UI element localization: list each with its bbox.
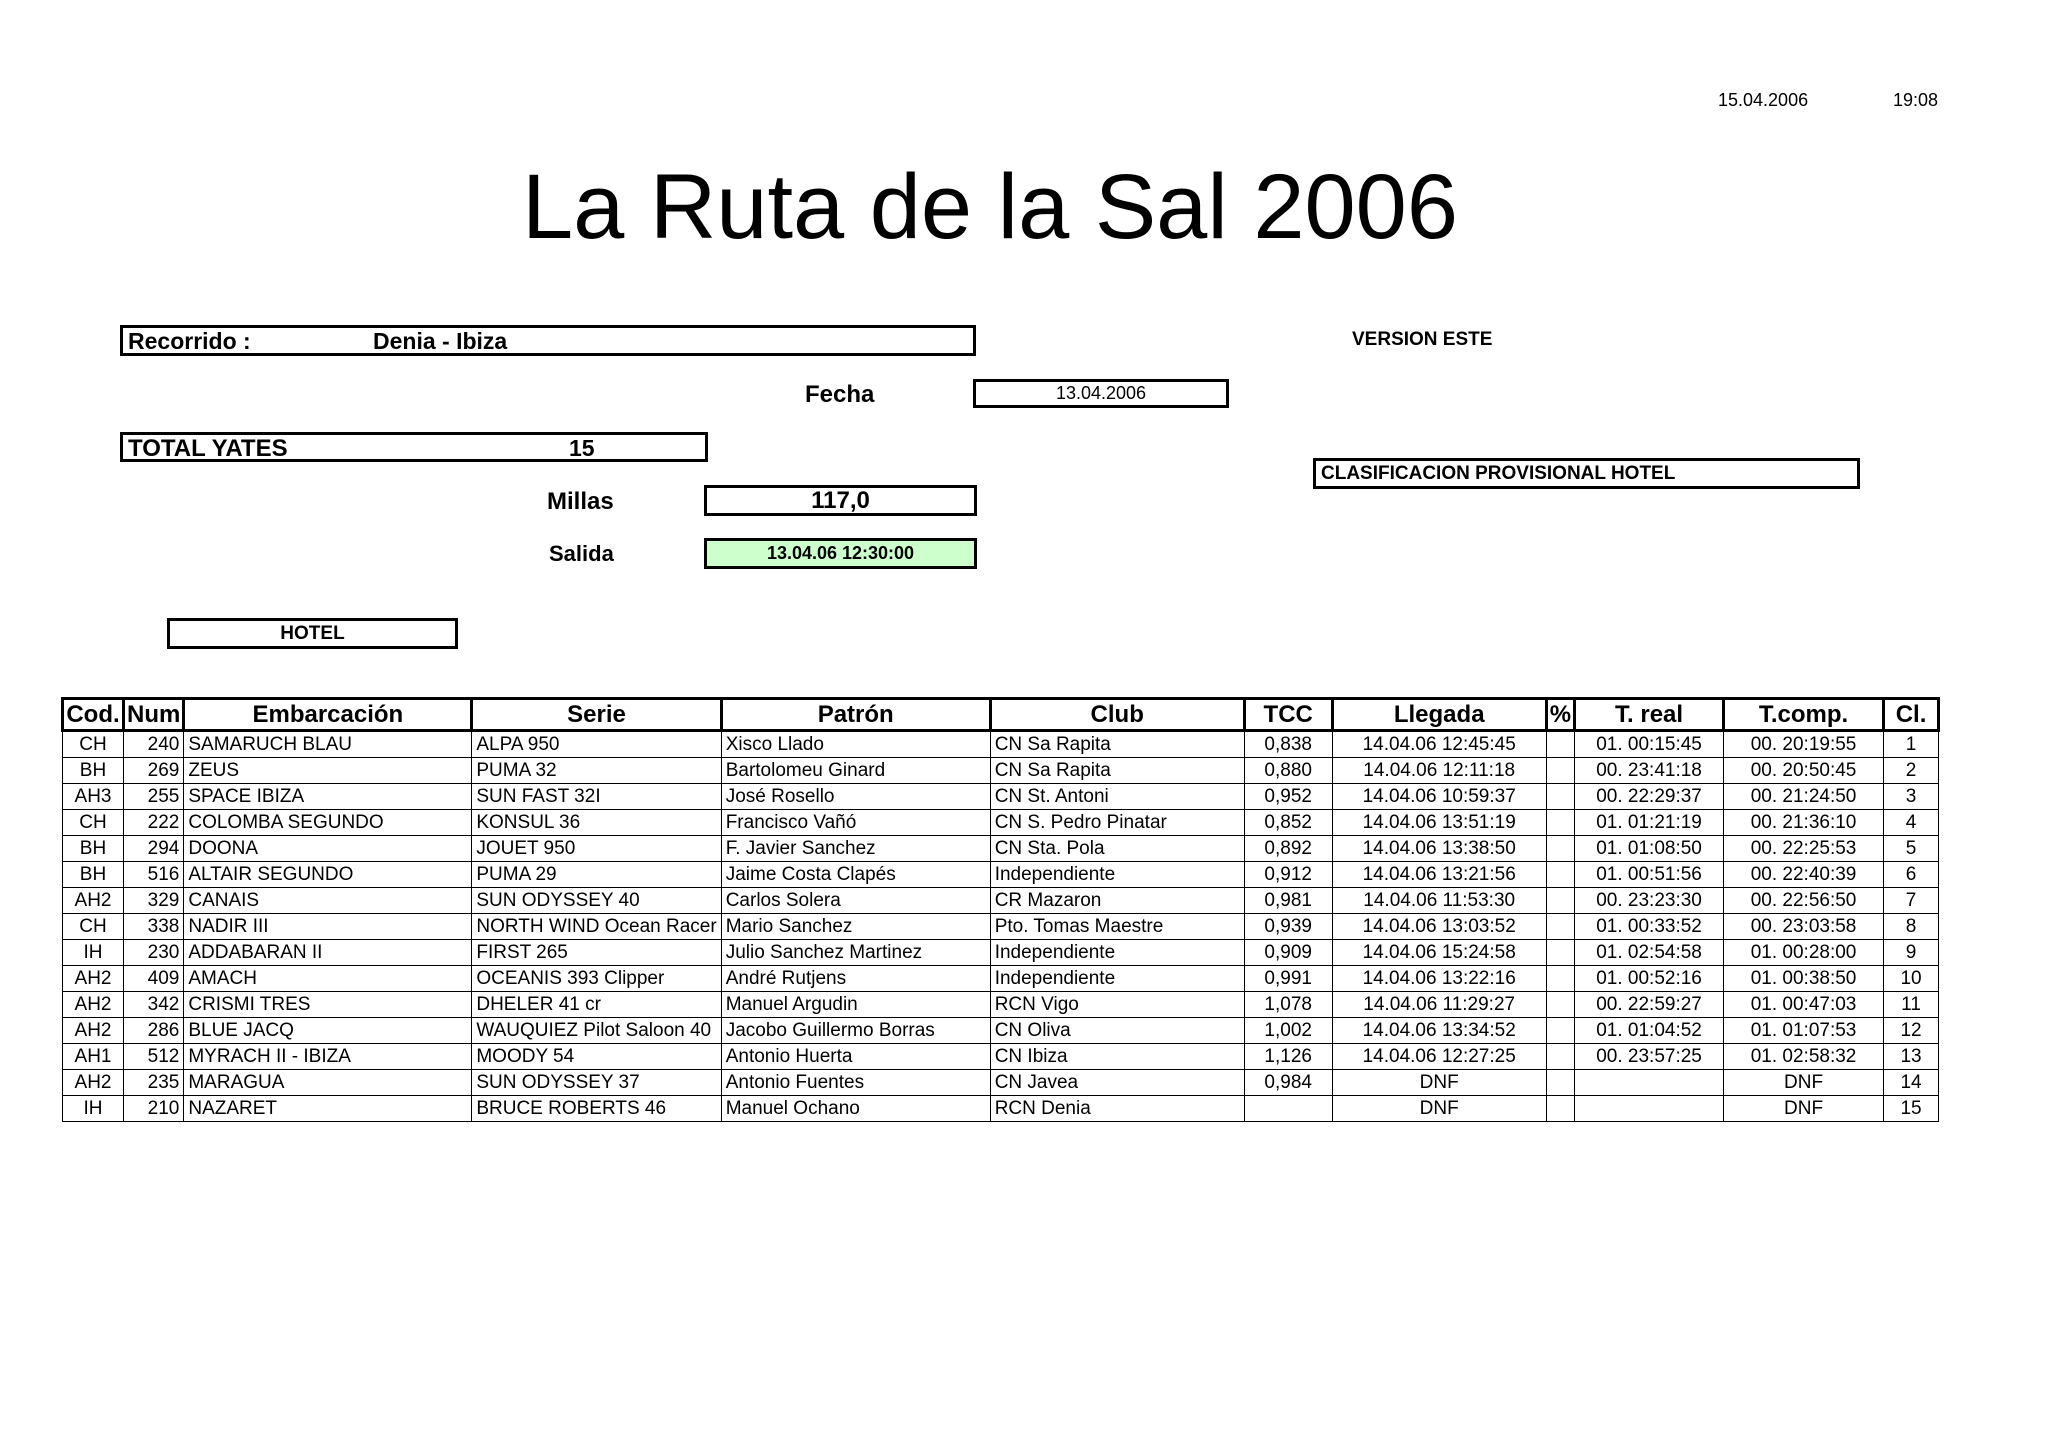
cell-percent: [1546, 836, 1574, 862]
table-header-row: [63, 699, 1939, 731]
cell-serie: KONSUL 36: [472, 810, 721, 836]
table-row: [63, 784, 1939, 810]
cell-cl: 10: [1884, 966, 1939, 992]
cell-embarcacion: ALTAIR SEGUNDO: [184, 862, 472, 888]
cell-tcc: 0,909: [1244, 940, 1332, 966]
cell-tcomp: 00. 23:03:58: [1724, 914, 1884, 940]
recorrido-box: [120, 325, 976, 356]
cell-patron: Carlos Solera: [721, 888, 990, 914]
cell-percent: [1546, 914, 1574, 940]
cell-patron: Xisco Llado: [721, 731, 990, 758]
cell-tcomp: 00. 20:19:55: [1724, 731, 1884, 758]
header-patron: Patrón: [721, 699, 990, 731]
cell-cod: BH: [63, 862, 124, 888]
total-yates-box: [120, 432, 708, 462]
cell-treal: 00. 22:29:37: [1575, 784, 1724, 810]
cell-tcomp: 00. 20:50:45: [1724, 758, 1884, 784]
table-row: [63, 966, 1939, 992]
cell-tcomp: DNF: [1724, 1070, 1884, 1096]
page-title: La Ruta de la Sal 2006: [521, 156, 1459, 258]
cell-llegada: DNF: [1332, 1070, 1546, 1096]
cell-cl: 1: [1884, 731, 1939, 758]
cell-treal: 00. 23:41:18: [1575, 758, 1724, 784]
cell-patron: Manuel Argudin: [721, 992, 990, 1018]
table-row: [63, 731, 1939, 758]
cell-club: CN Sa Rapita: [990, 758, 1244, 784]
cell-cod: BH: [63, 758, 124, 784]
cell-llegada: 14.04.06 15:24:58: [1332, 940, 1546, 966]
cell-cod: AH2: [63, 992, 124, 1018]
recorrido-value: Denia - Ibiza: [373, 328, 508, 354]
cell-treal: 01. 00:51:56: [1575, 862, 1724, 888]
cell-embarcacion: CRISMI TRES: [184, 992, 472, 1018]
cell-tcomp: 00. 21:36:10: [1724, 810, 1884, 836]
cell-tcc: 0,892: [1244, 836, 1332, 862]
cell-embarcacion: COLOMBA SEGUNDO: [184, 810, 472, 836]
cell-tcc: 0,912: [1244, 862, 1332, 888]
cell-num: 240: [124, 731, 184, 758]
header-serie: Serie: [472, 699, 721, 731]
cell-embarcacion: AMACH: [184, 966, 472, 992]
cell-cl: 14: [1884, 1070, 1939, 1096]
cell-treal: 00. 22:59:27: [1575, 992, 1724, 1018]
table-row: [63, 1096, 1939, 1122]
cell-llegada: 14.04.06 12:45:45: [1332, 731, 1546, 758]
cell-num: 294: [124, 836, 184, 862]
cell-patron: Antonio Huerta: [721, 1044, 990, 1070]
cell-llegada: 14.04.06 13:38:50: [1332, 836, 1546, 862]
cell-tcomp: 01. 02:58:32: [1724, 1044, 1884, 1070]
cell-cl: 3: [1884, 784, 1939, 810]
cell-serie: MOODY 54: [472, 1044, 721, 1070]
cell-patron: F. Javier Sanchez: [721, 836, 990, 862]
table-row: [63, 1070, 1939, 1096]
cell-patron: Julio Sanchez Martinez: [721, 940, 990, 966]
results-body: [63, 731, 1939, 1122]
cell-tcomp: 01. 00:38:50: [1724, 966, 1884, 992]
print-date: 15.04.2006: [1718, 90, 1809, 110]
cell-cl: 6: [1884, 862, 1939, 888]
cell-tcomp: 01. 00:47:03: [1724, 992, 1884, 1018]
cell-serie: PUMA 32: [472, 758, 721, 784]
cell-tcc: 0,984: [1244, 1070, 1332, 1096]
cell-num: 286: [124, 1018, 184, 1044]
cell-treal: 01. 00:15:45: [1575, 731, 1724, 758]
cell-cl: 8: [1884, 914, 1939, 940]
cell-cl: 9: [1884, 940, 1939, 966]
cell-cod: AH2: [63, 1070, 124, 1096]
hotel-label: HOTEL: [167, 618, 458, 649]
cell-embarcacion: DOONA: [184, 836, 472, 862]
cell-treal: 01. 02:54:58: [1575, 940, 1724, 966]
table-row: [63, 810, 1939, 836]
cell-tcomp: 01. 00:28:00: [1724, 940, 1884, 966]
cell-tcomp: DNF: [1724, 1096, 1884, 1122]
cell-cod: AH2: [63, 966, 124, 992]
cell-embarcacion: SAMARUCH BLAU: [184, 731, 472, 758]
table-row: [63, 1018, 1939, 1044]
cell-tcomp: 00. 22:25:53: [1724, 836, 1884, 862]
cell-num: 222: [124, 810, 184, 836]
total-yates-value: 15: [569, 435, 595, 461]
cell-treal: 01. 00:33:52: [1575, 914, 1724, 940]
cell-cl: 12: [1884, 1018, 1939, 1044]
cell-embarcacion: CANAIS: [184, 888, 472, 914]
cell-patron: José Rosello: [721, 784, 990, 810]
cell-serie: BRUCE ROBERTS 46: [472, 1096, 721, 1122]
cell-cod: CH: [63, 914, 124, 940]
table-row: [63, 888, 1939, 914]
cell-club: Pto. Tomas Maestre: [990, 914, 1244, 940]
cell-percent: [1546, 731, 1574, 758]
cell-serie: NORTH WIND Ocean Racer: [472, 914, 721, 940]
header-treal: T. real: [1575, 699, 1724, 731]
cell-llegada: 14.04.06 13:51:19: [1332, 810, 1546, 836]
cell-cod: AH3: [63, 784, 124, 810]
cell-serie: SUN ODYSSEY 40: [472, 888, 721, 914]
cell-percent: [1546, 1018, 1574, 1044]
cell-club: RCN Denia: [990, 1096, 1244, 1122]
cell-club: Independiente: [990, 940, 1244, 966]
cell-serie: PUMA 29: [472, 862, 721, 888]
cell-tcc: 0,952: [1244, 784, 1332, 810]
cell-cl: 7: [1884, 888, 1939, 914]
cell-cl: 4: [1884, 810, 1939, 836]
salida-value: 13.04.06 12:30:00: [704, 538, 977, 569]
cell-llegada: 14.04.06 11:53:30: [1332, 888, 1546, 914]
cell-tcomp: 00. 22:40:39: [1724, 862, 1884, 888]
total-yates-label: TOTAL YATES: [128, 435, 288, 462]
cell-llegada: 14.04.06 10:59:37: [1332, 784, 1546, 810]
cell-percent: [1546, 1070, 1574, 1096]
cell-treal: [1575, 1070, 1724, 1096]
table-row: [63, 1044, 1939, 1070]
cell-serie: JOUET 950: [472, 836, 721, 862]
cell-patron: Jacobo Guillermo Borras: [721, 1018, 990, 1044]
cell-llegada: 14.04.06 12:11:18: [1332, 758, 1546, 784]
cell-club: Independiente: [990, 862, 1244, 888]
header-tcc: TCC: [1244, 699, 1332, 731]
cell-num: 409: [124, 966, 184, 992]
cell-club: CN St. Antoni: [990, 784, 1244, 810]
cell-num: 342: [124, 992, 184, 1018]
cell-llegada: 14.04.06 12:27:25: [1332, 1044, 1546, 1070]
cell-num: 512: [124, 1044, 184, 1070]
cell-percent: [1546, 992, 1574, 1018]
header-tcomp: T.comp.: [1724, 699, 1884, 731]
cell-tcc: 0,880: [1244, 758, 1332, 784]
cell-tcc: 0,991: [1244, 966, 1332, 992]
cell-cod: CH: [63, 731, 124, 758]
header-percent: %: [1546, 699, 1574, 731]
cell-embarcacion: ZEUS: [184, 758, 472, 784]
cell-llegada: 14.04.06 13:21:56: [1332, 862, 1546, 888]
cell-serie: SUN ODYSSEY 37: [472, 1070, 721, 1096]
cell-cod: BH: [63, 836, 124, 862]
cell-percent: [1546, 1044, 1574, 1070]
cell-tcc: 0,852: [1244, 810, 1332, 836]
cell-club: RCN Vigo: [990, 992, 1244, 1018]
cell-embarcacion: NAZARET: [184, 1096, 472, 1122]
cell-tcomp: 00. 21:24:50: [1724, 784, 1884, 810]
cell-num: 329: [124, 888, 184, 914]
table-row: [63, 836, 1939, 862]
table-row: [63, 992, 1939, 1018]
cell-percent: [1546, 862, 1574, 888]
cell-cod: IH: [63, 940, 124, 966]
cell-llegada: 14.04.06 13:34:52: [1332, 1018, 1546, 1044]
cell-percent: [1546, 940, 1574, 966]
cell-tcc: 0,981: [1244, 888, 1332, 914]
cell-cl: 11: [1884, 992, 1939, 1018]
cell-num: 338: [124, 914, 184, 940]
cell-serie: OCEANIS 393 Clipper: [472, 966, 721, 992]
cell-patron: Manuel Ochano: [721, 1096, 990, 1122]
header-llegada: Llegada: [1332, 699, 1546, 731]
header-num: Num: [124, 699, 184, 731]
cell-percent: [1546, 784, 1574, 810]
cell-percent: [1546, 966, 1574, 992]
cell-llegada: 14.04.06 11:29:27: [1332, 992, 1546, 1018]
cell-club: CN Sta. Pola: [990, 836, 1244, 862]
cell-patron: André Rutjens: [721, 966, 990, 992]
cell-embarcacion: MYRACH II - IBIZA: [184, 1044, 472, 1070]
cell-serie: SUN FAST 32I: [472, 784, 721, 810]
fecha-label: Fecha: [805, 381, 875, 408]
print-time: 19:08: [1893, 90, 1939, 110]
cell-tcc: 0,838: [1244, 731, 1332, 758]
cell-club: CN Javea: [990, 1070, 1244, 1096]
cell-cod: AH2: [63, 888, 124, 914]
cell-num: 235: [124, 1070, 184, 1096]
cell-club: CN Sa Rapita: [990, 731, 1244, 758]
cell-patron: Antonio Fuentes: [721, 1070, 990, 1096]
cell-cod: AH2: [63, 1018, 124, 1044]
clasificacion-label: CLASIFICACION PROVISIONAL HOTEL: [1313, 458, 1860, 489]
cell-num: 230: [124, 940, 184, 966]
cell-llegada: 14.04.06 13:03:52: [1332, 914, 1546, 940]
cell-cod: IH: [63, 1096, 124, 1122]
cell-cl: 15: [1884, 1096, 1939, 1122]
cell-tcc: 1,078: [1244, 992, 1332, 1018]
cell-patron: Bartolomeu Ginard: [721, 758, 990, 784]
cell-club: CN Oliva: [990, 1018, 1244, 1044]
cell-percent: [1546, 888, 1574, 914]
cell-treal: 00. 23:57:25: [1575, 1044, 1724, 1070]
cell-tcc: 0,939: [1244, 914, 1332, 940]
cell-embarcacion: MARAGUA: [184, 1070, 472, 1096]
millas-value: 117,0: [704, 485, 977, 516]
cell-embarcacion: BLUE JACQ: [184, 1018, 472, 1044]
header-embarcacion: Embarcación: [184, 699, 472, 731]
cell-serie: FIRST 265: [472, 940, 721, 966]
cell-percent: [1546, 810, 1574, 836]
cell-treal: 01. 01:04:52: [1575, 1018, 1724, 1044]
cell-llegada: 14.04.06 13:22:16: [1332, 966, 1546, 992]
cell-patron: Jaime Costa Clapés: [721, 862, 990, 888]
cell-percent: [1546, 758, 1574, 784]
cell-cod: CH: [63, 810, 124, 836]
cell-treal: 00. 23:23:30: [1575, 888, 1724, 914]
millas-label: Millas: [547, 488, 614, 515]
cell-tcc: 1,126: [1244, 1044, 1332, 1070]
cell-llegada: DNF: [1332, 1096, 1546, 1122]
cell-tcomp: 01. 01:07:53: [1724, 1018, 1884, 1044]
cell-treal: 01. 01:08:50: [1575, 836, 1724, 862]
cell-embarcacion: NADIR III: [184, 914, 472, 940]
cell-num: 516: [124, 862, 184, 888]
header-cod: Cod.: [63, 699, 124, 731]
salida-label: Salida: [549, 541, 614, 566]
cell-club: Independiente: [990, 966, 1244, 992]
header-cl: Cl.: [1884, 699, 1939, 731]
table-row: [63, 758, 1939, 784]
cell-cl: 5: [1884, 836, 1939, 862]
table-row: [63, 940, 1939, 966]
table-row: [63, 914, 1939, 940]
cell-embarcacion: ADDABARAN II: [184, 940, 472, 966]
cell-num: 269: [124, 758, 184, 784]
cell-tcc: 1,002: [1244, 1018, 1332, 1044]
cell-patron: Mario Sanchez: [721, 914, 990, 940]
version-label: VERSION ESTE: [1352, 329, 1493, 350]
fecha-value: 13.04.2006: [973, 379, 1229, 408]
cell-patron: Francisco Vañó: [721, 810, 990, 836]
results-table: [61, 697, 1940, 1122]
cell-serie: ALPA 950: [472, 731, 721, 758]
table-row: [63, 862, 1939, 888]
cell-num: 255: [124, 784, 184, 810]
cell-club: CN S. Pedro Pinatar: [990, 810, 1244, 836]
cell-club: CN Ibiza: [990, 1044, 1244, 1070]
cell-tcomp: 00. 22:56:50: [1724, 888, 1884, 914]
cell-num: 210: [124, 1096, 184, 1122]
cell-treal: [1575, 1096, 1724, 1122]
cell-serie: DHELER 41 cr: [472, 992, 721, 1018]
recorrido-label: Recorrido :: [128, 328, 251, 354]
cell-treal: 01. 00:52:16: [1575, 966, 1724, 992]
cell-cl: 2: [1884, 758, 1939, 784]
header-club: Club: [990, 699, 1244, 731]
cell-cod: AH1: [63, 1044, 124, 1070]
cell-cl: 13: [1884, 1044, 1939, 1070]
cell-serie: WAUQUIEZ Pilot Saloon 40: [472, 1018, 721, 1044]
cell-percent: [1546, 1096, 1574, 1122]
cell-club: CR Mazaron: [990, 888, 1244, 914]
cell-tcc: [1244, 1096, 1332, 1122]
cell-embarcacion: SPACE IBIZA: [184, 784, 472, 810]
cell-treal: 01. 01:21:19: [1575, 810, 1724, 836]
